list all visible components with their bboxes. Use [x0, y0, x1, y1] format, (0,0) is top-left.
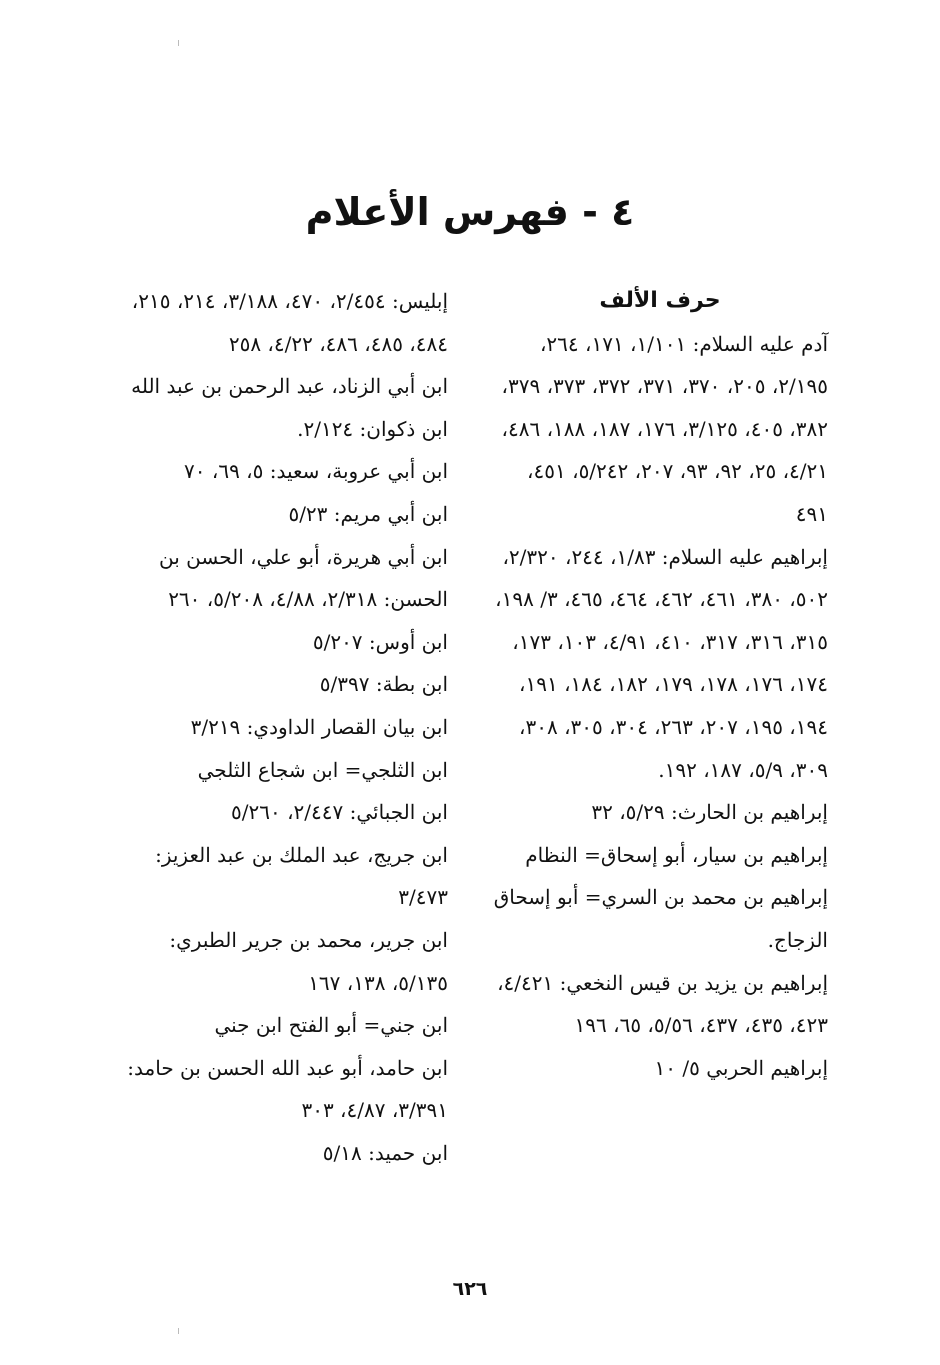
index-entry: ابن حميد: ٥/١٨	[322, 1140, 448, 1165]
index-entry: إبليس: ٢/٤٥٤، ٤٧٠، ٣/١٨٨، ٢١٤، ٢١٥، ٤٨٤، ٤٨٥، ٤٨٦، ٤/٢٢، ٢٥٨	[131, 289, 448, 356]
index-entry: ابن أبي مريم: ٥/٢٣	[288, 501, 448, 526]
index-entry: إبراهيم بن محمد بن السري= أبو إسحاق الزجاج.	[493, 885, 828, 952]
scan-speck	[178, 1328, 179, 1334]
index-entry: إبراهيم بن سيار، أبو إسحاق= النظام	[525, 842, 828, 867]
index-entry: ابن جرير، محمد بن جرير الطبري: ٥/١٣٥، ١٣٨، ١٦٧	[169, 927, 448, 995]
index-entry: ابن أبي عروبة، سعيد: ٥، ٦٩، ٧٠	[184, 459, 448, 484]
index-entry: ابن جني= أبو الفتح ابن جني	[214, 1013, 448, 1038]
index-entry: آدم عليه السلام: ١/١٠١، ١٧١، ٢٦٤، ٢/١٩٥، ٢٠٥، ٣٧٠، ٣٧١، ٣٧٢، ٣٧٣، ٣٧٩، ٣٨٢، ٤٠٥، ٣/١٢٥، ١٧٦، ١٨٧، ١٨٨، ٤٨٦، ٤/٢١، ٢٥، ٩٢، ٩٣، ٢٠٧، ٥/٢٤٢، ٤٥١، ٤٩١	[501, 331, 828, 526]
index-entry: إبراهيم الحربي ٥/ ١٠	[654, 1055, 828, 1080]
index-column-right	[492, 280, 828, 1089]
page-number: ٦٢٦	[452, 1278, 488, 1300]
index-column-left	[112, 280, 448, 1174]
index-entry: ابن أبي هريرة، أبو علي، الحسن بن الحسن: ٢/٣١٨، ٤/٨٨، ٥/٢٠٨، ٢٦٠	[159, 544, 448, 612]
scan-speck	[178, 40, 179, 46]
index-entry: ابن الثلجي= ابن شجاع الثلجي	[197, 757, 448, 782]
index-entry: ابن جريج، عبد الملك بن عبد العزيز: ٣/٤٧٣	[155, 842, 448, 910]
index-entry: ابن بيان القصار الداودي: ٣/٢١٩	[190, 714, 448, 739]
index-entry: إبراهيم بن يزيد بن قيس النخعي: ٤/٤٢١، ٤٢٣، ٤٣٥، ٤٣٧، ٥/٥٦، ٦٥، ١٩٦	[497, 970, 828, 1038]
index-entry: ابن الجبائي: ٢/٤٤٧، ٥/٢٦٠	[231, 800, 448, 825]
index-entry: إبراهيم عليه السلام: ١/٨٣، ٢٤٤، ٢/٣٢٠، ٥٠٢، ٣٨٠، ٤٦١، ٤٦٢، ٤٦٤، ٤٦٥، ٣/ ١٩٨، ٣١٥، ٣١٦، ٣١٧، ٤١٠، ٤/٩١، ١٠٣، ١٧٣، ١٧٤، ١٧٦، ١٧٨، ١٧٩، ١٨٢، ١٨٤، ١٩١، ١٩٤، ١٩٥، ٢٠٧، ٢٦٣، ٣٠٤، ٣٠٥، ٣٠٨، ٣٠٩، ٥/٩، ١٨٧، ١٩٢.	[495, 544, 828, 782]
section-heading: حرف الألف	[599, 288, 721, 313]
index-entry: ابن حامد، أبو عبد الله الحسن بن حامد: ٣/٣٩١، ٤/٨٧، ٣٠٣	[127, 1055, 448, 1123]
index-entry: ابن بطة: ٥/٣٩٧	[319, 672, 448, 697]
index-entry: ابن أبي الزناد، عبد الرحمن بن عبد الله ابن ذكوان: ٢/١٢٤.	[131, 374, 448, 441]
index-entry: ابن أوس: ٥/٢٠٧	[312, 629, 448, 654]
page-title: ٤ - فهرس الأعلام	[305, 190, 635, 234]
index-entry: إبراهيم بن الحارث: ٥/٢٩، ٣٢	[591, 800, 828, 825]
